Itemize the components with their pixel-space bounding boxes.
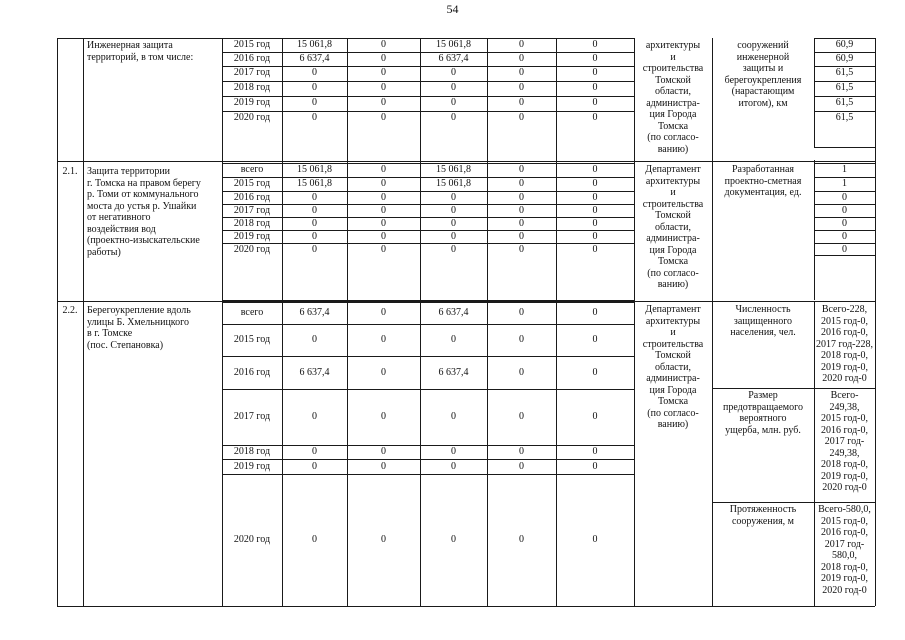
cell-year: 2017 год (233, 205, 271, 216)
cell-total: 6 637,4 (299, 53, 330, 64)
table-rule (712, 502, 875, 503)
cell-year: 2018 год (233, 218, 271, 229)
cell-total: 0 (312, 231, 317, 242)
cell-fed: 0 (381, 534, 386, 546)
table-rule (57, 606, 875, 607)
cell-loc: 0 (519, 112, 524, 123)
cell-year: 2016 год (233, 192, 271, 203)
page-number: 54 (446, 2, 459, 16)
cell-fed: 0 (381, 411, 386, 423)
cell-other: 0 (592, 178, 598, 189)
indicator-name: Численность защищенного населения, чел. (730, 304, 796, 338)
cell-other: 0 (592, 244, 598, 255)
cell-fed: 0 (381, 218, 386, 229)
cell-year: 2015 год (233, 39, 271, 50)
cell-year: 2016 год (233, 53, 271, 64)
cell-loc: 0 (519, 534, 524, 546)
cell-reg: 0 (451, 334, 456, 346)
indicator-value: 60,9 (835, 39, 854, 50)
indicator-value: 0 (842, 218, 847, 229)
cell-year: 2017 год (233, 411, 271, 423)
cell-total: 0 (312, 460, 317, 472)
indicator-value: 0 (842, 205, 847, 216)
cell-year: 2019 год (233, 460, 271, 472)
cell-total: 0 (312, 334, 317, 346)
cell-other: 0 (592, 164, 598, 175)
indicator-value: Всего- 249,38, 2015 год-0, 2016 год-0, 2017 год- 249,38, 2018 год-0, 2019 год-0, 2020 год-0 (821, 390, 868, 493)
cell-fed: 0 (381, 178, 386, 189)
cell-reg: 0 (451, 231, 456, 242)
indicator-value: 0 (842, 231, 847, 242)
cell-reg: 0 (451, 192, 456, 203)
cell-other: 0 (592, 112, 598, 123)
row-name: Инженерная защита территорий, в том числе: (87, 40, 194, 63)
indicator-value: Всего-580,0, 2015 год-0, 2016 год-0, 2017 год- 580,0, 2018 год-0, 2019 год-0, 2020 год-0 (818, 504, 871, 596)
cell-loc: 0 (519, 231, 524, 242)
indicator-value: 1 (842, 178, 847, 189)
cell-fed: 0 (381, 446, 386, 458)
cell-other: 0 (592, 82, 598, 93)
cell-other: 0 (592, 334, 598, 346)
indicator-value: 60,9 (835, 53, 854, 64)
executor: Департамент архитектуры и строительства Томской области, администра- ция Города Томска (по согласо- ванию) (642, 304, 704, 430)
cell-loc: 0 (519, 244, 524, 255)
indicator-value: 61,5 (835, 67, 854, 78)
cell-reg: 6 637,4 (438, 53, 469, 64)
cell-fed: 0 (381, 244, 386, 255)
cell-total: 0 (312, 97, 317, 108)
cell-fed: 0 (381, 205, 386, 216)
cell-total: 0 (312, 534, 317, 546)
indicator-name: Размер предотвращаемого вероятного ущерба, млн. руб. (723, 390, 803, 436)
indicator-value: 61,5 (835, 97, 854, 108)
row-name: Защита территории г. Томска на правом берегу р. Томи от коммунального моста до устья р. Ушайки от негативного воздействия вод (проектно-изыскательские работы) (87, 166, 201, 258)
cell-reg: 0 (451, 205, 456, 216)
row-name: Берегоукрепление вдоль улицы Б. Хмельницкого в г. Томске (пос. Степановка) (87, 305, 191, 351)
cell-loc: 0 (519, 205, 524, 216)
table-rule (57, 38, 58, 606)
cell-other: 0 (592, 411, 598, 423)
cell-loc: 0 (519, 307, 524, 319)
table-rule (57, 161, 875, 162)
row-number: 2.2. (62, 305, 78, 316)
indicator-name: сооружений инженерной защиты и берегоукрепления (нарастающим итогом), км (724, 40, 802, 109)
cell-fed: 0 (381, 39, 386, 50)
cell-reg: 0 (451, 244, 456, 255)
cell-total: 0 (312, 244, 317, 255)
cell-reg: 0 (451, 446, 456, 458)
cell-year: 2020 год (233, 112, 271, 123)
cell-total: 0 (312, 112, 317, 123)
cell-year: 2020 год (233, 244, 271, 255)
cell-other: 0 (592, 205, 598, 216)
cell-total: 0 (312, 205, 317, 216)
cell-year: 2017 год (233, 67, 271, 78)
cell-total: 0 (312, 411, 317, 423)
executor: Департамент архитектуры и строительства Томской области, администра- ция Города Томска (по согласо- ванию) (642, 164, 704, 290)
indicator-name: Разработанная проектно-сметная документация, ед. (724, 164, 802, 198)
cell-reg: 15 061,8 (436, 164, 471, 175)
cell-loc: 0 (519, 178, 524, 189)
cell-other: 0 (592, 218, 598, 229)
cell-reg: 0 (451, 67, 456, 78)
table-rule (814, 147, 875, 148)
indicator-value: 0 (842, 192, 847, 203)
cell-other: 0 (592, 39, 598, 50)
cell-year: всего (240, 307, 264, 319)
cell-year: 2020 год (233, 534, 271, 546)
cell-year: 2015 год (233, 178, 271, 189)
cell-fed: 0 (381, 366, 386, 378)
cell-fed: 0 (381, 97, 386, 108)
cell-other: 0 (592, 53, 598, 64)
indicator-value: Всего-228, 2015 год-0, 2016 год-0, 2017 год-228, 2018 год-0, 2019 год-0, 2020 год-0 (816, 304, 873, 384)
cell-total: 0 (312, 67, 317, 78)
cell-loc: 0 (519, 82, 524, 93)
cell-fed: 0 (381, 192, 386, 203)
cell-total: 6 637,4 (299, 366, 330, 378)
cell-fed: 0 (381, 53, 386, 64)
cell-fed: 0 (381, 460, 386, 472)
cell-loc: 0 (519, 460, 524, 472)
cell-fed: 0 (381, 334, 386, 346)
cell-loc: 0 (519, 192, 524, 203)
cell-fed: 0 (381, 112, 386, 123)
cell-total: 0 (312, 192, 317, 203)
table-rule (712, 388, 875, 389)
cell-loc: 0 (519, 39, 524, 50)
cell-reg: 15 061,8 (436, 178, 471, 189)
cell-year: всего (240, 164, 264, 175)
cell-loc: 0 (519, 366, 524, 378)
cell-fed: 0 (381, 67, 386, 78)
cell-total: 15 061,8 (297, 39, 332, 50)
cell-year: 2019 год (233, 231, 271, 242)
cell-total: 6 637,4 (299, 307, 330, 319)
cell-year: 2016 год (233, 366, 271, 378)
table-rule (57, 38, 222, 39)
executor: архитектуры и строительства Томской области, администра- ция Города Томска (по согласо- ванию) (642, 40, 704, 155)
indicator-name: Протяженность сооружения, м (729, 504, 797, 527)
table-rule (83, 38, 84, 606)
cell-fed: 0 (381, 164, 386, 175)
cell-reg: 0 (451, 97, 456, 108)
cell-reg: 0 (451, 534, 456, 546)
cell-other: 0 (592, 192, 598, 203)
cell-loc: 0 (519, 334, 524, 346)
cell-loc: 0 (519, 97, 524, 108)
cell-year: 2018 год (233, 82, 271, 93)
cell-other: 0 (592, 366, 598, 378)
cell-loc: 0 (519, 411, 524, 423)
row-number: 2.1. (62, 166, 78, 177)
cell-other: 0 (592, 307, 598, 319)
cell-total: 15 061,8 (297, 178, 332, 189)
cell-year: 2019 год (233, 97, 271, 108)
table-rule (875, 38, 876, 606)
cell-reg: 15 061,8 (436, 39, 471, 50)
cell-other: 0 (592, 460, 598, 472)
cell-fed: 0 (381, 82, 386, 93)
cell-total: 0 (312, 82, 317, 93)
cell-total: 15 061,8 (297, 164, 332, 175)
cell-reg: 0 (451, 218, 456, 229)
cell-other: 0 (592, 231, 598, 242)
cell-total: 0 (312, 218, 317, 229)
cell-loc: 0 (519, 218, 524, 229)
cell-reg: 0 (451, 411, 456, 423)
cell-reg: 6 637,4 (438, 366, 469, 378)
cell-other: 0 (592, 67, 598, 78)
cell-loc: 0 (519, 446, 524, 458)
cell-other: 0 (592, 97, 598, 108)
indicator-value: 1 (842, 164, 847, 175)
cell-other: 0 (592, 534, 598, 546)
cell-fed: 0 (381, 307, 386, 319)
indicator-value: 0 (842, 244, 847, 255)
cell-reg: 0 (451, 460, 456, 472)
cell-loc: 0 (519, 53, 524, 64)
cell-other: 0 (592, 446, 598, 458)
cell-year: 2018 год (233, 446, 271, 458)
cell-year: 2015 год (233, 334, 271, 346)
cell-reg: 0 (451, 112, 456, 123)
cell-reg: 6 637,4 (438, 307, 469, 319)
indicator-value: 61,5 (835, 82, 854, 93)
cell-total: 0 (312, 446, 317, 458)
cell-fed: 0 (381, 231, 386, 242)
cell-reg: 0 (451, 82, 456, 93)
cell-loc: 0 (519, 164, 524, 175)
cell-loc: 0 (519, 67, 524, 78)
indicator-value: 61,5 (835, 112, 854, 123)
